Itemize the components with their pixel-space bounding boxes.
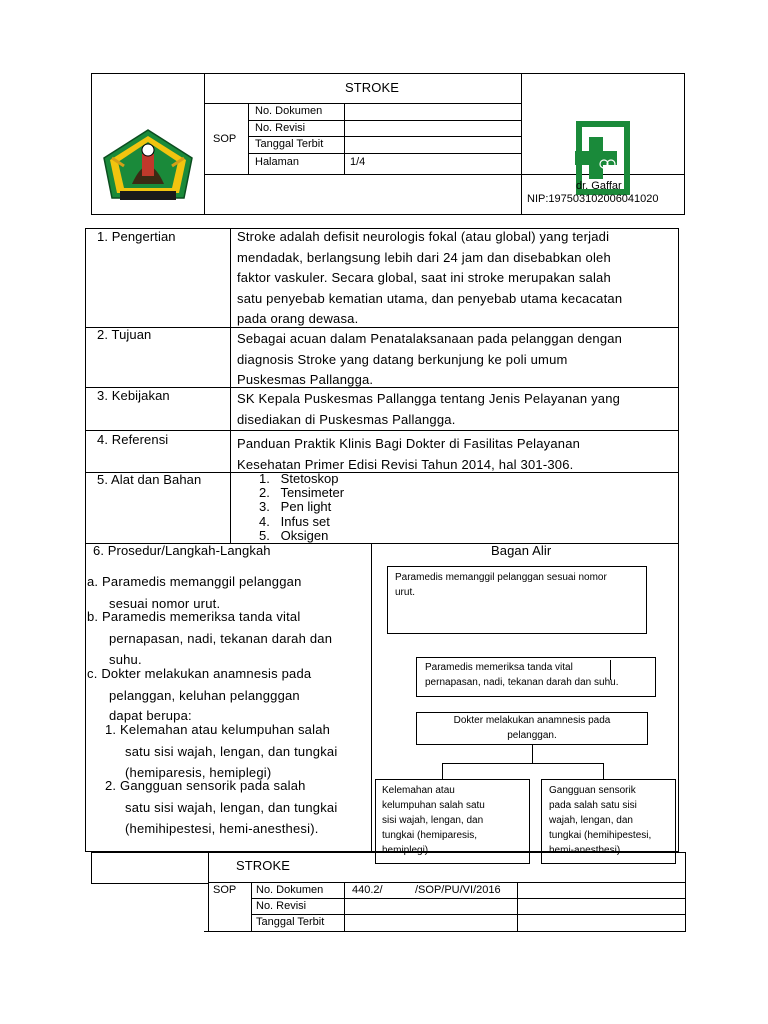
header-halaman-value: 1/4 (350, 156, 366, 168)
regency-logo (102, 128, 194, 204)
flowchart-connector (610, 660, 611, 680)
footer-row-label: No. Revisi (256, 900, 307, 912)
section-label-pengertian: 1. Pengertian (97, 229, 176, 244)
signer-nip: NIP:197503102006041020 (527, 193, 659, 205)
list-item: 5. Oksigen (259, 527, 329, 543)
header-row-label: No. Revisi (255, 122, 306, 134)
flowchart-box-4-text: Kelemahan atau kelumpuhan salah satu sisi wajah, lengan, dan tungkai (hemiparesis, hemiplegi). (382, 785, 485, 856)
flowchart-box-2-text: Paramedis memeriksa tanda vital pernapasan, nadi, tekanan darah dan suhu. (425, 662, 619, 688)
list-item: 3. Pen light (259, 499, 332, 515)
alat-list (259, 472, 344, 543)
header-row-label: Tanggal Terbit (255, 138, 324, 150)
signer-name: dr. Gaffar (576, 180, 622, 192)
header-sop-label: SOP (213, 133, 237, 145)
flowchart-box-3-text: Dokter melakukan anamnesis pada pelanggan. (453, 715, 611, 741)
footer-doc-number-part1: 440.2/ (352, 884, 383, 896)
header-title: STROKE (345, 80, 400, 95)
section-content-referensi: Panduan Praktik Klinis Bagi Dokter di Fasilitas Pelayanan Kesehatan Primer Edisi Revisi Tahun 2014, hal 301-306. (237, 436, 581, 472)
footer-title: STROKE (236, 858, 291, 873)
list-item: 2. Tensimeter (259, 485, 345, 501)
section-content-tujuan: Sebagai acuan dalam Penatalaksanaan pada pelanggan dengan diagnosis Stroke yang datang berkunjung ke poli umum Puskesmas Pallangga. (237, 331, 623, 387)
section-label-referensi: 4. Referensi (97, 432, 169, 447)
header-row-label: No. Dokumen (255, 105, 323, 117)
section-label-alat: 5. Alat dan Bahan (97, 472, 202, 487)
flowchart-box-5-text: Gangguan sensorik pada salah satu sisi wajah, lengan, dan tungkai (hemihipestesi, hemi-anesthesi). (549, 785, 652, 856)
section-content-pengertian: Stroke adalah defisit neurologis fokal (atau global) yang terjadi mendadak, berlangsung lebih dari 24 jam dan disebabkan oleh faktor vaskuler. Secara global, saat ini stroke merupakan salah satu penyebab kematian utama, dan penyebab utama kecacatan pada orang dewasa. (237, 229, 623, 326)
footer-row-label: Tanggal Terbit (256, 916, 325, 928)
footer-doc-number-part2: /SOP/PU/VI/2016 (415, 884, 501, 896)
section-label-prosedur: 6. Prosedur/Langkah-Langkah (93, 543, 271, 558)
section-label-kebijakan: 3. Kebijakan (97, 388, 170, 403)
footer-sop-label: SOP (213, 884, 237, 896)
footer-row-label: No. Dokumen (256, 884, 324, 896)
bagan-alir-title: Bagan Alir (491, 543, 552, 558)
section-label-tujuan: 2. Tujuan (97, 327, 152, 342)
list-item: 1. Stetoskop (259, 471, 339, 486)
header-row-label: Halaman (255, 156, 300, 168)
flowchart-box-1-text: Paramedis memanggil pelanggan sesuai nomor urut. (395, 572, 607, 598)
section-content-kebijakan: SK Kepala Puskesmas Pallangga tentang Jenis Pelayanan yang disediakan di Puskesmas Pallangga. (237, 391, 621, 427)
list-item: 4. Infus set (259, 513, 330, 529)
